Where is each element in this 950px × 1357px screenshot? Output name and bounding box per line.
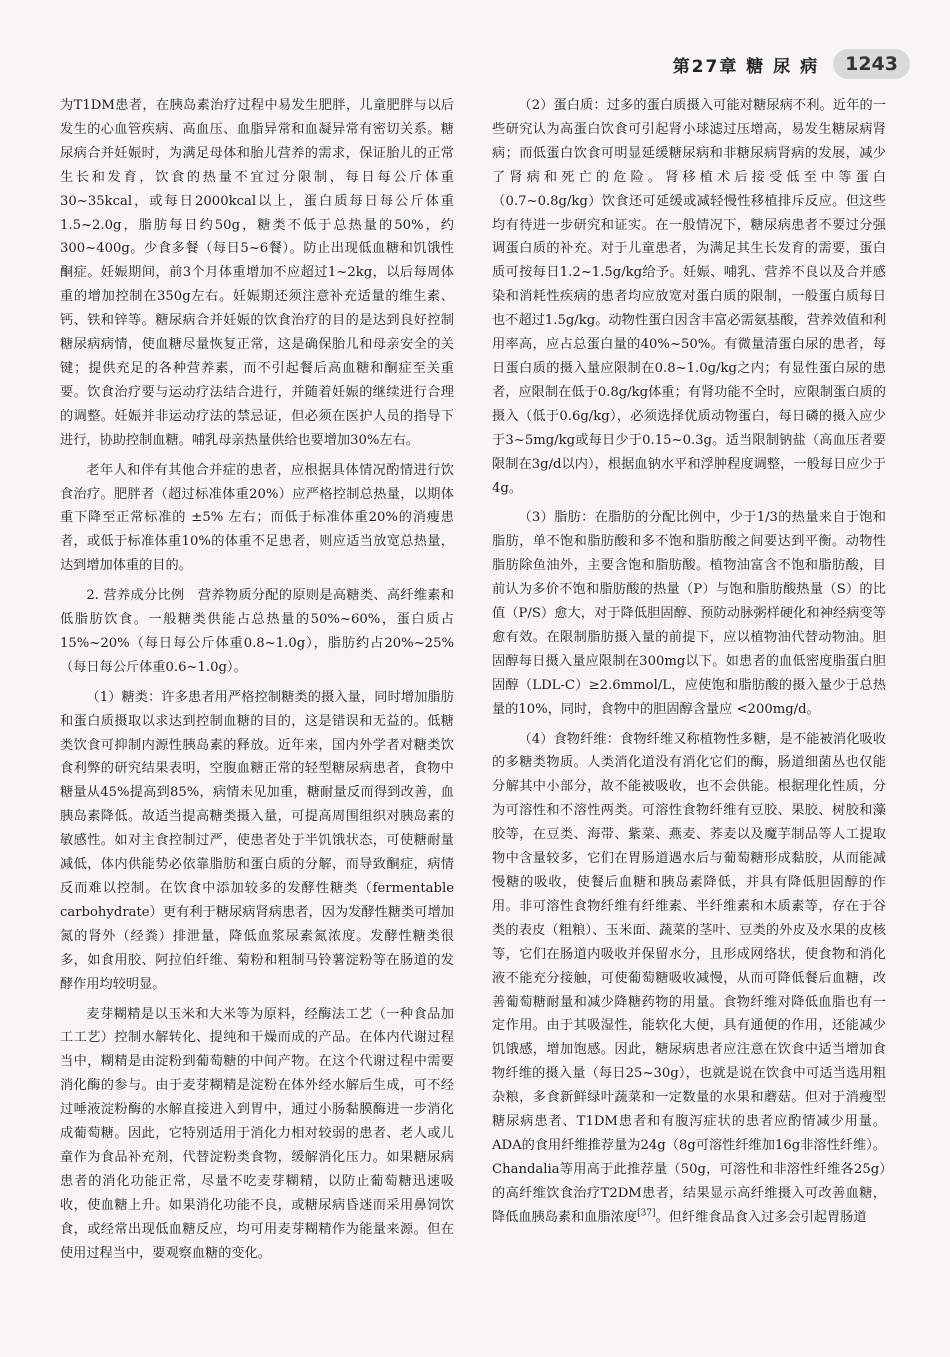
paragraph-protein: （2）蛋白质：过多的蛋白质摄入可能对糖尿病不利。近年的一些研究认为高蛋白饮食可引起肾小球滤过压增高，易发生糖尿病肾病；而低蛋白饮食可明显延缓糖尿病和非糖尿病肾病的发展，减少了肾病和死亡的危险。肾移植术后接受低至中等蛋白（0.7~0.8g/kg）饮食还可延缓或减轻慢性移植排斥反应。但这些均有待进一步研究和证实。在一般情况下，糖尿病患者不要过分强调蛋白质的补充。对于儿童患者，为满足其生长发育的需要，蛋白质可按每日1.2~1.5g/kg给予。妊娠、哺乳、营养不良以及合并感染和消耗性疾病的患者均应放宽对蛋白质的限制，一般蛋白质每日也不超过1.5g/kg。动物性蛋白因含丰富必需氨基酸，营养效值和利用率高，应占总蛋白量的40%~50%。有微量清蛋白尿的患者，每日蛋白质的摄入量应限制在0.8~1.0g/kg之内；有显性蛋白尿的患者，应限制在低于0.8g/kg体重；有肾功能不全时，应限制蛋白质的摄入（低于0.6g/kg），必须选择优质动物蛋白，每日磷的摄入应少于3~5mg/kg或每日少于0.15~0.3g。适当限制钠盐（高血压者要限制在3g/d以内），根据血钠水平和浮肿程度调整，一般每日应少于4g。 [492, 98, 886, 496]
fiber-text-tail: 。但纤维食品食入过多会引起胃肠道 [655, 1209, 867, 1225]
paragraph: 为T1DM患者，在胰岛素治疗过程中易发生肥胖，儿童肥胖与以后发生的心血管疾病、高血压、血脂异常和血凝异常有密切关系。糖尿病合并妊娠时，为满足母体和胎儿营养的需求，保证胎儿的正常生长和发育，饮食的热量不宜过分限制，每日每公斤体重30~35kcal，或每日2000kcal以上，蛋白质每日每公斤体重1.5~2.0g，脂肪每日约50g，糖类不低于总热量的50%，约300~400g。少食多餐（每日5~6餐）。防止出现低血糖和饥饿性酮症。妊娠期间，前3个月体重增加不应超过1~2kg，以后每周体重的增加控制在350g左右。妊娠期还须注意补充适量的维生素、钙、铁和锌等。糖尿病合并妊娠的饮食治疗的目的是达到良好控制糖尿病病情，使血糖尽量恢复正常，这是确保胎儿和母亲安全的关键；提供充足的各种营养素，而不引起餐后高血糖和酮症至关重要。饮食治疗要与运动疗法结合进行，并随着妊娠的继续进行合理的调整。妊娠并非运动疗法的禁忌证，但必须在医护人员的指导下进行，协助控制血糖。哺乳母亲热量供给也要增加30%左右。 [60, 98, 454, 448]
fiber-text: （4）食物纤维：食物纤维又称植物性多糖，是不能被消化吸收的多糖类物质。人类消化道没有消化它们的酶，肠道细菌丛也仅能分解其中小部分，故不能被吸收，也不会供能。根据理化性质，分为可溶性和不溶性两类。可溶性食物纤维有豆胶、果胶、树胶和藻胶等，在豆类、海带、紫菜、燕麦、荞麦以及魔芋制品等人工提取物中含量较多，它们在胃肠道遇水后与葡萄糖形成黏胶，从而能减慢糖的吸收，使餐后血糖和胰岛素降低，并具有降低胆固醇的作用。非可溶性食物纤维有纤维素、半纤维素和木质素等，存在于谷类的表皮（粗粮）、玉米面、蔬菜的茎叶、豆类的外皮及水果的皮核等，它们在肠道内吸收并保留水分，且形成网络状，使食物和消化液不能充分接触，可使葡萄糖吸收减慢，从而可降低餐后血糖，改善葡萄糖耐量和减少降糖药物的用量。食物纤维对降低血脂也有一定作用。由于其吸湿性，能软化大便，具有通便的作用，还能减少饥饿感，增加饱感。因此，糖尿病患者应注意在饮食中适当增加食物纤维的摄入量（每日25~30g），也就是说在饮食中可适当选用粗杂粮，多食新鲜绿叶蔬菜和一定数量的水果和蘑菇。但对于消瘦型糖尿病患者、T1DM患者和有腹泻症状的患者应酌情减少用量。ADA的食用纤维推荐量为24g（8g可溶性纤维加16g非溶性纤维）。Chandalia等用高于此推荐量（50g，可溶性和非溶性纤维各25g）的高纤维饮食治疗T2DM患者，结果显示高纤维摄入可改善血糖，降低血胰岛素和血脂浓度 [492, 731, 886, 1225]
paragraph-fat: （3）脂肪：在脂肪的分配比例中，少于1/3的热量来自于饱和脂肪，单不饱和脂肪酸和多不饱和脂肪酸之间要达到平衡。动物性脂肪除鱼油外，主要含饱和脂肪酸。植物油富含不饱和脂肪酸，目前认为多价不饱和脂肪酸的热量（P）与饱和脂肪酸热量（S）的比值（P/S）愈大，对于降低胆固醇、预防动脉粥样硬化和神经病变等愈有效。在限制脂肪摄入量的前提下，应以植物油代替动物油。胆固醇每日摄入量应限制在300mg以下。如患者的血低密度脂蛋白胆固醇（LDL-C）≥2.6mmol/L，应使饱和脂肪酸的摄入量少于总热量的10%，同时，食物中的胆固醇含量应 <200mg/d。 [492, 510, 886, 717]
paragraph: （1）糖类：许多患者用严格控制糖类的摄入量，同时增加脂肪和蛋白质摄取以求达到控制血糖的目的，这是错误和无益的。低糖类饮食可抑制内源性胰岛素的释放。近年来，国内外学者对糖类饮食利弊的研究结果表明，空腹血糖正常的轻型糖尿病患者，食物中糖量从45%提高到85%，病情未见加重，糖耐量反而得到改善，血胰岛素降低。故适当提高糖类摄入量，可提高周围组织对胰岛素的敏感性。如对主食控制过严，使患者处于半饥饿状态，可使糖耐量减低，体内供能势必依靠脂肪和蛋白质的分解，而导致酮症，病情反而难以控制。在饮食中添加较多的发酵性糖类（fermentable carbohydrate）更有利于糖尿病肾病患者，因为发酵性糖类可增加氮的肾外（经粪）排泄量，降低血浆尿素氮浓度。发酵性糖类很多，如食用胶、阿拉伯纤维、菊粉和粗制马铃薯淀粉等在肠道的发酵作用均较明显。 [60, 689, 454, 992]
citation-ref: [37] [637, 1208, 656, 1219]
paragraph: 2. 营养成分比例 营养物质分配的原则是高糖类、高纤维素和低脂肪饮食。一般糖类供能占总热量的50%~60%，蛋白质占15%~20%（每日每公斤体重0.8~1.0g），脂肪约占20%~25%（每日每公斤体重0.6~1.0g）。 [60, 588, 454, 675]
paragraph-fiber [492, 728, 886, 1230]
page-number: 1243 [833, 49, 910, 79]
chapter-title: 第27章 糖 尿 病 [672, 56, 820, 77]
paragraph: 老年人和伴有其他合并症的患者，应根据具体情况酌情进行饮食治疗。肥胖者（超过标准体重20%）应严格控制总热量，以期体重下降至正常标准的 ±5% 左右；而低于标准体重20%的消瘦患者，或低于标准体重10%的体重不足患者，则应适当放宽总热量，达到增加体重的目的。 [60, 462, 454, 574]
page-header [673, 44, 910, 84]
left-column [60, 94, 454, 1266]
paragraph: 麦芽糊精是以玉米和大米等为原料，经酶法工艺（一种食品加工工艺）控制水解转化、提纯和干燥而成的产品。在体内代谢过程当中，糊精是由淀粉到葡萄糖的中间产物。在这个代谢过程中需要消化酶的参与。由于麦芽糊精是淀粉在体外经水解后生成，可不经过唾液淀粉酶的水解直接进入到胃中，通过小肠黏膜酶进一步消化成葡萄糖。因此，它特别适用于消化力相对较弱的患者、老人或儿童作为食品补充剂，代替淀粉类食物，缓解消化压力。如果糖尿病患者的消化功能正常，尽量不吃麦芽糊精，以防止葡萄糖迅速吸收，使血糖上升。如果消化功能不良，或糖尿病昏迷而采用鼻饲饮食，或经常出现低血糖反应，均可用麦芽糊精作为能量来源。但在使用过程当中，要观察血糖的变化。 [60, 1006, 454, 1261]
right-column [492, 94, 886, 1230]
